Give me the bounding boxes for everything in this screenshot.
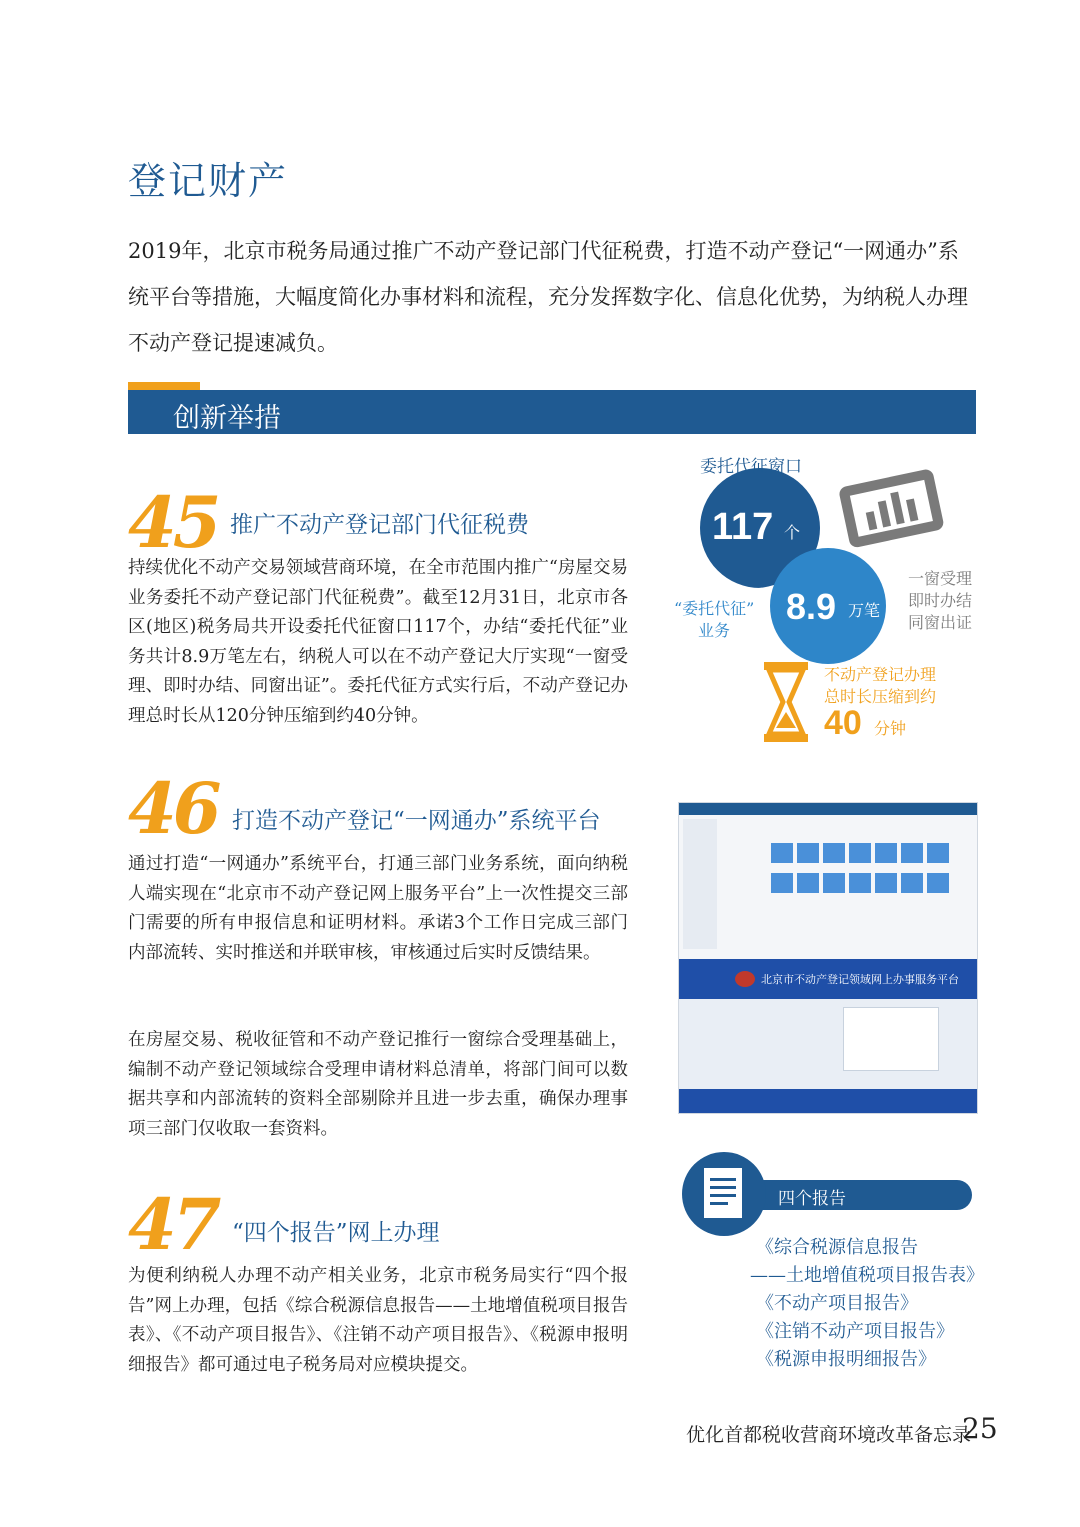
window-label: 委托代征窗口	[700, 457, 802, 477]
time-label-2: 总时长压缩到约	[824, 687, 937, 706]
slogan-line: 即时办结	[908, 591, 973, 610]
reports-box	[682, 1152, 982, 1372]
window-unit: 个	[784, 523, 801, 542]
emblem-icon	[735, 971, 755, 987]
reports-title-bar	[742, 1180, 972, 1210]
business-label-1: “委托代征”	[674, 599, 755, 618]
report-item: ——土地增值税项目报告表》	[750, 1265, 984, 1286]
section-paragraph-47: 为便利纳税人办理不动产相关业务，北京市税务局实行“四个报告”网上办理，包括《综合税源信息报告——土地增值税项目报告表》、《不动产项目报告》、《注销不动产项目报告》、《税源申报明细报告》都可通过电子税务局对应模块提交。	[128, 1266, 628, 1375]
time-label-1: 不动产登记办理	[824, 665, 937, 684]
screenshot-topbar	[679, 803, 977, 815]
page-number: 25	[962, 1412, 998, 1445]
time-value: 40	[824, 704, 862, 742]
screenshot-body	[679, 999, 977, 1089]
platform-screenshot	[678, 802, 978, 1114]
slogan	[908, 568, 972, 634]
slogan-line: 同窗出证	[908, 613, 973, 632]
section-number-47: 47	[128, 1183, 218, 1266]
reports-title: 四个报告	[778, 1189, 846, 1209]
banner-title: 创新举措	[173, 403, 281, 434]
document-icon	[682, 1152, 766, 1236]
business-label-2: 业务	[698, 621, 731, 640]
banner-accent	[128, 382, 200, 390]
hourglass-icon	[764, 662, 808, 742]
infographic	[660, 448, 990, 758]
window-count: 117	[712, 506, 774, 548]
tablet-icon	[838, 468, 945, 549]
platform-title: 北京市不动产登记领域网上办事服务平台	[761, 973, 959, 986]
section-heading-46: 打造不动产登记“一网通办”系统平台	[232, 808, 601, 834]
screenshot-grid	[771, 843, 951, 899]
slogan-line: 一窗受理	[908, 569, 973, 588]
section-number-45: 45	[128, 481, 218, 564]
page-title: 登记财产	[128, 159, 289, 203]
report-item: 《综合税源信息报告	[756, 1237, 918, 1258]
screenshot-header	[679, 959, 977, 999]
business-count: 8.9	[786, 586, 837, 627]
time-unit: 分钟	[874, 719, 907, 738]
report-item: 《税源申报明细报告》	[756, 1349, 936, 1370]
section-paragraph-45: 持续优化不动产交易领域营商环境，在全市范围内推广“房屋交易业务委托不动产登记部门代征税费”。截至12月31日，北京市各区(地区)税务局共开设委托代征窗口117个，办结“委托代征”业务共计8.9万笔左右，纳税人可以在不动产登记大厅实现“一窗受理、即时办结、同窗出证”。委托代征方式实行后，不动产登记办理总时长从120分钟压缩到约40分钟。	[128, 558, 628, 726]
section-heading-47: “四个报告”网上办理	[232, 1220, 440, 1246]
section-paragraph-46b: 在房屋交易、税收征管和不动产登记推行一窗综合受理基础上，编制不动产登记领域综合受理申请材料总清单，将部门间可以数据共享和内部流转的资料全部剔除并且进一步去重，确保办理事项三部门仅收取一套资料。	[128, 1030, 628, 1139]
business-unit: 万笔	[848, 601, 881, 620]
screenshot-sidebar	[683, 819, 717, 949]
section-banner	[128, 390, 976, 434]
section-heading-45: 推广不动产登记部门代征税费	[230, 512, 529, 538]
section-paragraph-46a: 通过打造“一网通办”系统平台，打通三部门业务系统，面向纳税人端实现在“北京市不动产登记网上服务平台”上一次性提交三部门需要的所有申报信息和证明材料。承诺3个工作日完成三部门内部流转、实时推送和并联审核，审核通过后实时反馈结果。	[128, 854, 628, 963]
screenshot-footer	[679, 1089, 977, 1113]
reports-list	[750, 1234, 984, 1374]
section-number-46: 46	[128, 767, 218, 850]
footer-text: 优化首都税收营商环境改革备忘录	[686, 1424, 972, 1446]
intro-paragraph: 2019年，北京市税务局通过推广不动产登记部门代征税费，打造不动产登记“一网通办”系统平台等措施，大幅度简化办事材料和流程，充分发挥数字化、信息化优势，为纳税人办理不动产登记提速减负。	[128, 239, 968, 355]
report-item: 《注销不动产项目报告》	[756, 1321, 954, 1342]
report-item: 《不动产项目报告》	[756, 1293, 918, 1314]
login-box	[843, 1007, 939, 1071]
